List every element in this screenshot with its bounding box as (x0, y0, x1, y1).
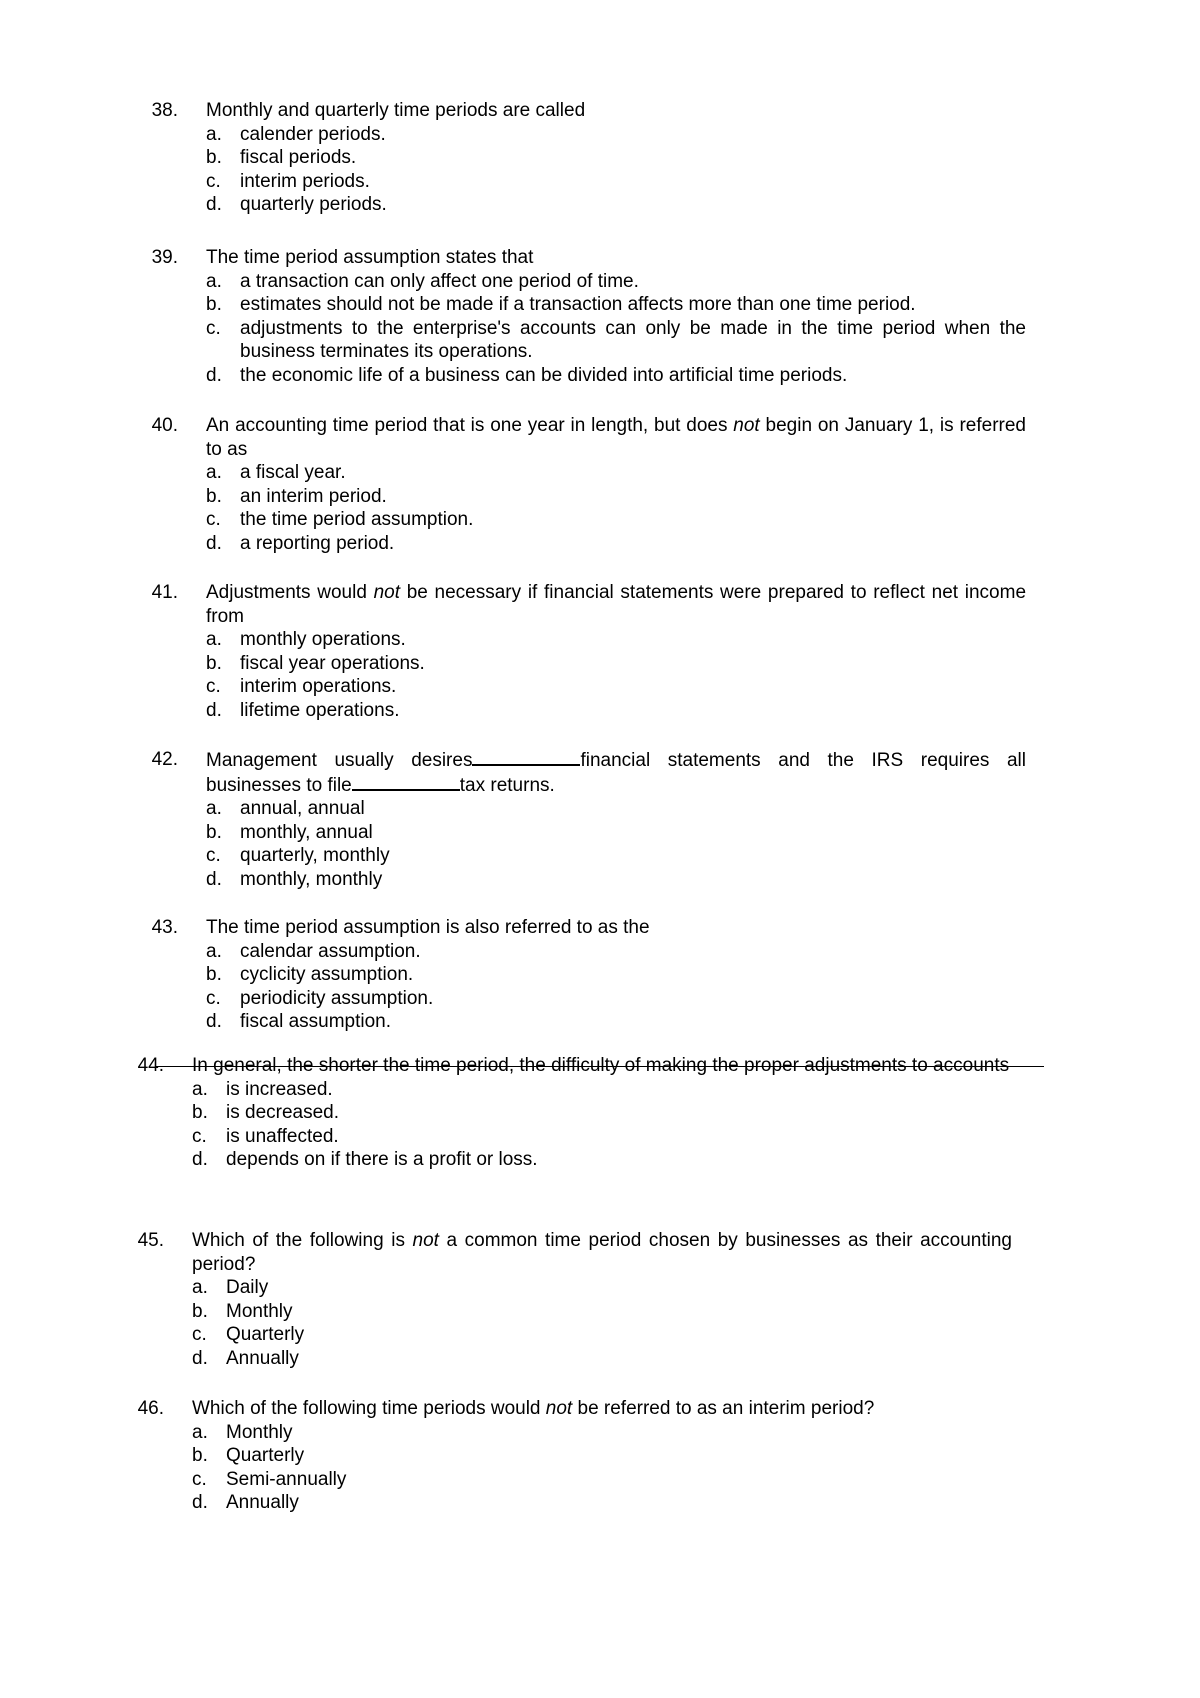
option-a (206, 270, 1026, 294)
option-c (192, 1125, 1012, 1149)
option-a (206, 797, 1026, 821)
option-letter: a. (206, 270, 222, 292)
option-b (206, 652, 1026, 676)
option-a (206, 461, 1026, 485)
option-c (206, 987, 1026, 1011)
option-text: Quarterly (226, 1324, 305, 1345)
option-text: an interim period. (240, 485, 387, 507)
option-c (206, 170, 1026, 194)
option-text: monthly, annual (240, 821, 373, 843)
option-letter: b. (192, 1300, 208, 1322)
question-number: 46. (137, 1398, 164, 1419)
option-a (206, 940, 1026, 964)
question-number: 43. (151, 917, 178, 938)
option-text: a transaction can only affect one period of time. (240, 270, 639, 292)
option-c (206, 317, 1026, 364)
option-text: Annually (226, 1492, 299, 1513)
option-text: adjustments to the enterprise's accounts can only be made in the time period when the business terminates its operations. (240, 317, 1026, 362)
option-a (192, 1078, 1012, 1102)
question-number: 38. (151, 100, 178, 121)
option-a (192, 1276, 1012, 1300)
option-text: a fiscal year. (240, 462, 346, 483)
option-letter: b. (206, 147, 222, 168)
option-text: Quarterly (226, 1445, 305, 1466)
question-number: 39. (151, 247, 178, 268)
question-text: In general, the shorter the time period, the difficulty of making the proper adjustments to accounts (192, 1055, 1010, 1076)
option-text: Annually (226, 1347, 299, 1369)
question-text: Which of the following time periods would not be referred to as an interim period? (192, 1398, 875, 1419)
option-letter: b. (206, 485, 222, 507)
option-text: is increased. (226, 1078, 333, 1100)
option-text: cyclicity assumption. (240, 964, 414, 985)
option-d (206, 532, 1026, 556)
option-text: is decreased. (226, 1102, 340, 1123)
question-46 (108, 1397, 1012, 1515)
option-letter: c. (192, 1125, 207, 1147)
option-text: Daily (226, 1277, 269, 1298)
question-40 (122, 414, 1026, 555)
question-text: Which of the following is not a common time period chosen by businesses as their accounting period? (192, 1230, 1012, 1275)
option-text: annual, annual (240, 798, 365, 819)
option-letter: c. (192, 1324, 207, 1345)
option-letter: d. (206, 699, 222, 721)
question-text: Management usually desires financial statements and the IRS requires all businesses to file tax returns. (206, 750, 1026, 796)
option-letter: a. (206, 629, 222, 650)
question-text: Monthly and quarterly time periods are called (206, 100, 586, 121)
answer-blank (352, 773, 460, 791)
option-d (206, 868, 1026, 892)
option-c (192, 1323, 1012, 1347)
option-text: fiscal year operations. (240, 652, 425, 674)
option-d (192, 1491, 1012, 1515)
option-text: the time period assumption. (240, 509, 474, 530)
question-text: An accounting time period that is one year in length, but does not begin on January 1, is referred to as (206, 415, 1026, 460)
option-b (192, 1101, 1012, 1125)
option-letter: c. (192, 1468, 207, 1490)
option-d (192, 1148, 1012, 1172)
option-text: fiscal periods. (240, 147, 357, 168)
option-letter: a. (206, 940, 222, 962)
question-number: 44. (137, 1055, 164, 1076)
option-text: monthly operations. (240, 629, 406, 650)
option-letter: d. (206, 194, 222, 215)
option-letter: d. (192, 1492, 208, 1513)
option-a (192, 1421, 1012, 1445)
option-letter: d. (206, 868, 222, 890)
option-letter: b. (206, 821, 222, 843)
option-text: a reporting period. (240, 532, 395, 554)
option-letter: a. (192, 1277, 208, 1298)
option-c (206, 675, 1026, 699)
option-b (206, 963, 1026, 987)
option-b (206, 293, 1026, 317)
question-45 (108, 1229, 1012, 1370)
option-text: the economic life of a business can be divided into artificial time periods. (240, 364, 848, 386)
question-38 (122, 99, 1026, 217)
option-text: quarterly, monthly (240, 845, 390, 866)
option-letter: c. (206, 987, 221, 1009)
option-text: lifetime operations. (240, 699, 400, 721)
question-text: The time period assumption states that (206, 247, 534, 268)
option-d (206, 193, 1026, 217)
option-a (206, 628, 1026, 652)
option-d (206, 699, 1026, 723)
option-text: periodicity assumption. (240, 987, 434, 1009)
option-c (192, 1468, 1012, 1492)
question-43 (122, 916, 1026, 1034)
option-text: Semi-annually (226, 1468, 347, 1490)
option-b (192, 1444, 1012, 1468)
option-b (192, 1300, 1012, 1324)
option-d (206, 1010, 1026, 1034)
option-text: is unaffected. (226, 1125, 339, 1147)
option-text: monthly, monthly (240, 868, 383, 890)
question-41 (122, 581, 1026, 722)
option-letter: a. (192, 1078, 208, 1100)
question-44 (108, 1054, 1012, 1172)
option-d (192, 1347, 1012, 1371)
strikethrough-line (156, 1066, 1044, 1067)
option-text: calendar assumption. (240, 940, 421, 962)
option-letter: c. (206, 676, 221, 697)
answer-blank (472, 748, 580, 766)
option-letter: a. (206, 123, 222, 145)
option-letter: d. (192, 1149, 208, 1170)
option-letter: d. (206, 532, 222, 554)
option-letter: b. (192, 1445, 208, 1466)
question-number: 40. (151, 415, 178, 436)
question-number: 42. (151, 749, 178, 770)
option-letter: c. (206, 845, 221, 866)
question-number: 41. (151, 582, 178, 603)
option-b (206, 146, 1026, 170)
option-letter: b. (206, 964, 222, 985)
option-text: quarterly periods. (240, 194, 387, 215)
option-a (206, 123, 1026, 147)
option-letter: a. (192, 1421, 208, 1443)
question-39 (122, 246, 1026, 387)
question-42 (122, 748, 1026, 891)
option-letter: c. (206, 170, 221, 192)
option-letter: b. (192, 1102, 208, 1123)
question-text: The time period assumption is also referred to as the (206, 917, 650, 938)
question-text: Adjustments would not be necessary if financial statements were prepared to reflect net income from (206, 582, 1027, 627)
option-letter: b. (206, 652, 222, 674)
option-b (206, 485, 1026, 509)
option-text: Monthly (226, 1300, 293, 1322)
option-letter: c. (206, 509, 221, 530)
option-text: Monthly (226, 1421, 293, 1443)
option-letter: d. (206, 1011, 222, 1032)
option-c (206, 508, 1026, 532)
option-d (206, 364, 1026, 388)
option-text: calender periods. (240, 123, 386, 145)
option-letter: a. (206, 798, 222, 819)
option-letter: a. (206, 462, 222, 483)
option-text: fiscal assumption. (240, 1011, 392, 1032)
question-number: 45. (137, 1230, 164, 1251)
option-letter: c. (206, 317, 221, 339)
option-c (206, 844, 1026, 868)
option-text: interim operations. (240, 676, 397, 697)
option-b (206, 821, 1026, 845)
option-text: estimates should not be made if a transaction affects more than one time period. (240, 294, 916, 315)
option-letter: d. (192, 1347, 208, 1369)
option-text: interim periods. (240, 170, 370, 192)
option-letter: d. (206, 364, 222, 386)
option-letter: b. (206, 294, 222, 315)
option-text: depends on if there is a profit or loss. (226, 1149, 538, 1170)
